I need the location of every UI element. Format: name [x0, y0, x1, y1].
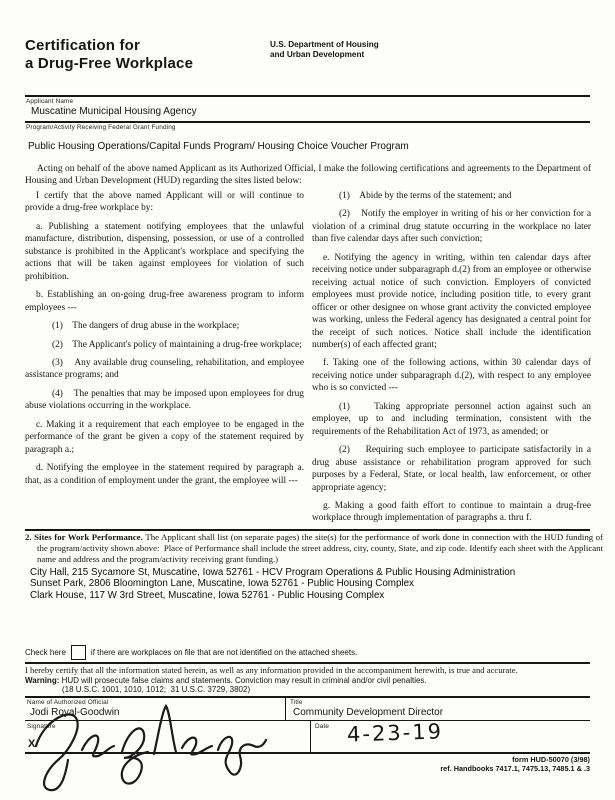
- paragraph-e: e. Notifying the agency in writing, within ten calendar days after receiving notice under subparagraph d.(2) from an employee or otherwise receiving actual notice of such conviction. Employers of convicted employees must provide notice, including position title, to every grant officer or other designee on whose grant activity the convicted employee was working, unless the Federal agency has designated a central point for the receipt of such notices. Notice shall include the identification number(s) of each affected grant;: [312, 252, 591, 350]
- authorized-official-value[interactable]: Jodi Royal-Goodwin: [30, 707, 120, 718]
- form-title-line2: a Drug-Free Workplace: [25, 55, 194, 72]
- applicant-name-label: Applicant Name: [26, 98, 74, 105]
- section2-number: 2.: [25, 532, 32, 542]
- sites-list[interactable]: [30, 567, 590, 601]
- paragraph-b2: (2) The Applicant's policy of maintaining a drug-free workplace;: [52, 339, 302, 350]
- paragraph-f1: (1) Taking appropriate personnel action against such an employee, up to and including termination, consistent with the requirements of the Rehabilitation Act of 1973, as amended; or: [312, 401, 591, 437]
- paragraph-b3: (3) Any available drug counseling, rehabilitation, and employee assistance programs; and: [25, 357, 304, 381]
- department-header: [270, 40, 379, 60]
- site-entry-1: City Hall, 215 Sycamore St, Muscatine, Iowa 52761 - HCV Program Operations & Public Housing Administration: [30, 567, 516, 578]
- divider: [285, 696, 286, 720]
- divider: [25, 529, 590, 531]
- signature-scribble[interactable]: [30, 702, 270, 794]
- form-footer: [440, 755, 590, 773]
- signature-stroke: [122, 728, 148, 783]
- certify-statement: I hereby certify that all the information stated herein, as well as any information provided in the accompaniment herewith, is true and accurate.: [25, 665, 518, 675]
- workplaces-check-row: [25, 645, 357, 660]
- divider: [25, 121, 590, 123]
- signature-stroke: [82, 736, 114, 757]
- title-value[interactable]: Community Development Director: [293, 707, 444, 718]
- warning-text: HUD will prosecute false claims and statements. Conviction may result in criminal and/or civil penalties.: [61, 675, 427, 685]
- warning-label: Warning:: [25, 675, 60, 685]
- workplaces-checkbox[interactable]: [71, 645, 86, 660]
- paragraph-b1: (1) The dangers of drug abuse in the workplace;: [52, 321, 240, 332]
- signature-stroke: [218, 737, 266, 775]
- paragraph-d: d. Notifying the employee in the statement required by paragraph a. that, as a condition of employment under the grant, the employee will ---: [25, 463, 304, 486]
- handbooks-reference: ref. Handbooks 7417.1, 7475.13, 7485.1 & .3: [440, 764, 590, 773]
- paragraph-f: f. Taking one of the following actions, within 30 calendar days of receiving notice under subparagraph d.(2), with respect to any employee who is so convicted ---: [312, 358, 591, 394]
- signature-label: Signature: [27, 723, 56, 730]
- paragraph-certify: I certify that the above named Applicant will or will continue to provide a drug-free workplace by:: [25, 191, 304, 214]
- check-here-text: if there are workplaces on file that are not identified on the attached sheets.: [90, 648, 358, 657]
- form-title-line1: Certification for: [25, 37, 141, 54]
- date-label: Date: [315, 723, 330, 730]
- paragraph-a: a. Publishing a statement notifying employees that the unlawful manufacture, distribution, dispensing, possession, or use of a controlled substance is prohibited in the Applicant's workplace and specifying the actions that will be taken against employees for violation of such prohibition.: [25, 221, 304, 282]
- warning-line: [25, 676, 591, 685]
- divider: [25, 662, 590, 664]
- section2-paragraph: [25, 532, 603, 566]
- program-value[interactable]: Public Housing Operations/Capital Funds Program/ Housing Choice Voucher Program: [28, 141, 409, 152]
- site-entry-3: Clark House, 117 W 3rd Street, Muscatine, Iowa 52761 - Public Housing Complex: [30, 589, 385, 601]
- signature-stroke: [182, 738, 212, 755]
- department-line1: U.S. Department of Housing: [270, 40, 379, 49]
- check-here-label: Check here: [25, 648, 66, 657]
- paragraph-b: b. Establishing an on-going drug-free awareness program to inform employees ---: [25, 290, 304, 313]
- right-column: [312, 190, 591, 531]
- form-number: form HUD-50070 (3/98): [512, 755, 590, 764]
- title-label: Title: [290, 699, 303, 706]
- signature-stroke: [36, 714, 78, 790]
- statutes-line: (18 U.S.C. 1001, 1010, 1012; 31 U.S.C. 3729, 3802): [62, 684, 251, 694]
- intro-paragraph: Acting on behalf of the above named Applicant as its Authorized Official, I make the following certifications and agreements to the Department of Housing and Urban Development (HUD) regarding the sites listed below:: [25, 164, 591, 187]
- program-label: Program/Activity Receiving Federal Grant Funding: [26, 124, 176, 131]
- paragraph-b4: (4) The penalties that may be imposed upon employees for drug abuse violations occurring in the workplace.: [25, 388, 304, 412]
- form-title: [25, 37, 193, 73]
- paragraph-d1: (1) Abide by the terms of the statement; and: [339, 191, 512, 201]
- signature-stroke: [154, 706, 176, 754]
- divider: [25, 696, 590, 698]
- section2-heading: Sites for Work Performance.: [34, 532, 143, 542]
- authorized-official-label: Name of Authorized Official: [27, 699, 109, 706]
- paragraph-c: c. Making it a requirement that each employee to be engaged in the performance of the grant be given a copy of the statement required by paragraph a.;: [25, 419, 304, 455]
- section2-body: The Applicant shall list (on separate pages) the site(s) for the performance of work done in connection with the HUD funding of the program/activity shown above: Place of Performance shall include the street address, city, county, State, and zip code. Identify each sheet with the Applicant name and address and the program/activity receiving grant funding.): [37, 532, 604, 565]
- site-entry-2: Sunset Park, 2806 Bloomington Lane, Muscatine, Iowa 52761 - Public Housing Complex: [30, 578, 414, 590]
- left-column: [25, 190, 304, 493]
- paragraph-f2: (2) Requiring such employee to participate satisfactorily in a drug abuse assistance or rehabilitation program approved for such purposes by a Federal, State, or local health, law enforcement, or other appropriate agency;: [312, 445, 591, 493]
- department-line2: and Urban Development: [270, 49, 365, 59]
- paragraph-d2: (2) Notify the employer in writing of his or her conviction for a violation of a criminal drug statute occurring in the workplace no later than five calendar days after such conviction;: [312, 209, 591, 245]
- paragraph-g: g. Making a good faith effort to continue to maintain a drug-free workplace through implementation of paragraphs a. thru f.: [312, 500, 591, 524]
- applicant-name-value[interactable]: Muscatine Municipal Housing Agency: [31, 106, 197, 117]
- date-handwritten-value[interactable]: 4-23-19: [346, 719, 444, 747]
- signature-x-mark: X: [28, 738, 36, 750]
- divider: [310, 720, 311, 752]
- divider: [25, 95, 590, 97]
